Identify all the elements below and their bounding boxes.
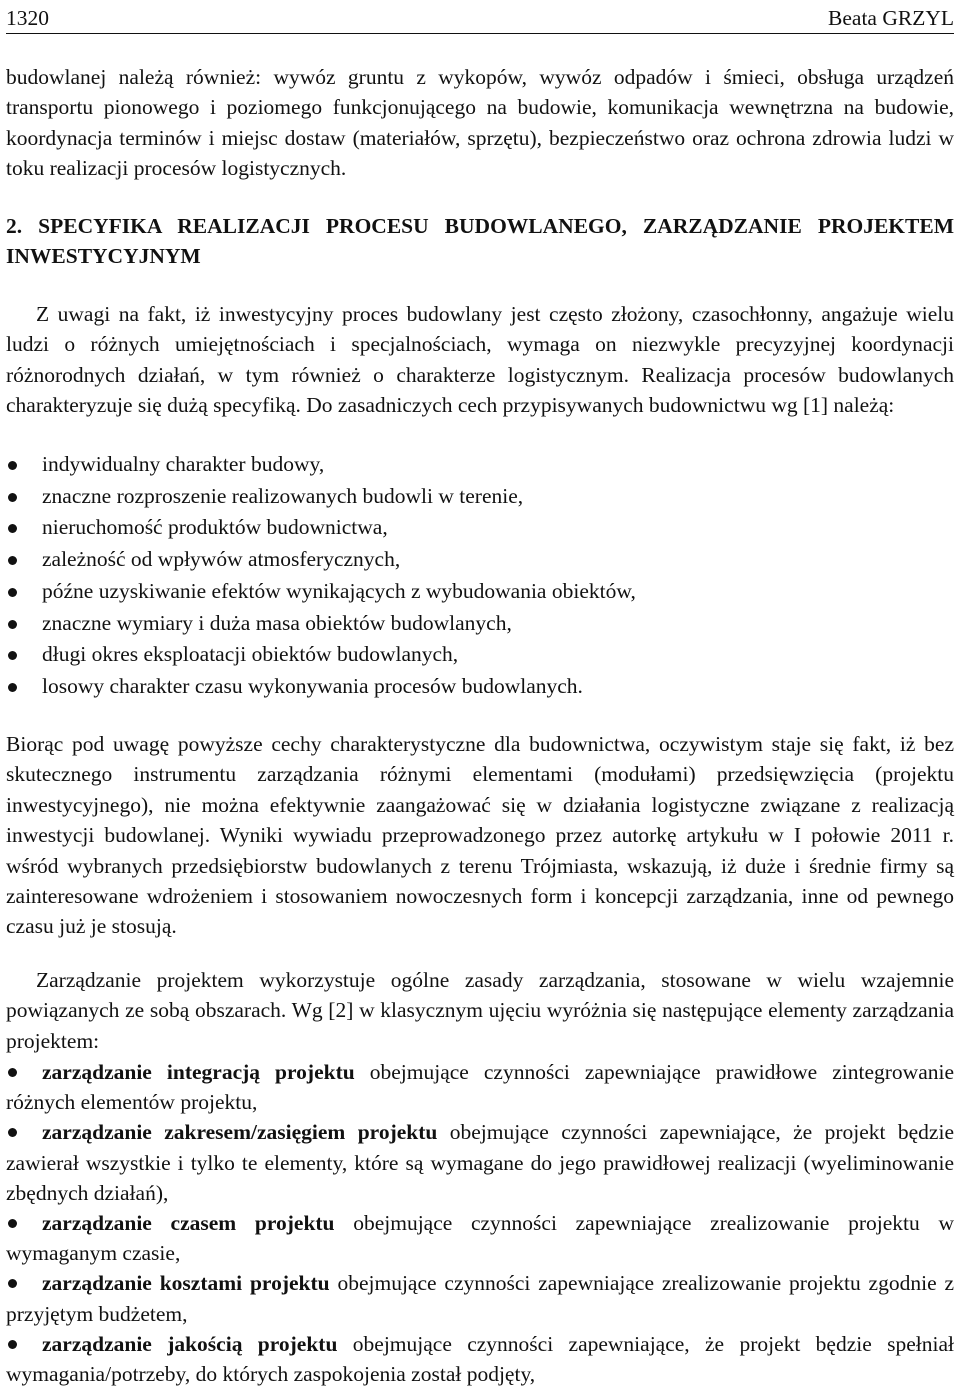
- element-description: obejmujące czynności zapewniające, że projekt będzie spełniał wymagania/potrzeby, do których zaspokojenia został podjęty,: [6, 1331, 954, 1387]
- list-item: długi okres eksploatacji obiektów budowlanych,: [6, 639, 954, 671]
- element-description: obejmujące czynności zapewniające prawidłowe zintegrowanie różnych elementów projektu,: [6, 1060, 954, 1115]
- paragraph-construction-specifics: Z uwagi na fakt, iż inwestycyjny proces budowlany jest często złożony, czasochłonny, angażuje wielu ludzi o różnych umiejętnościach i specjalnościach, wymaga on niezwykle precyzyjnej koordynacji różnorodnych działań, w tym również o charakterze logistycznym. Realizacja procesów budowlanych charakteryzuje się dużą specyfiką. Do zasadniczych cech przypisywanych budownictwu wg [1] należą:: [6, 302, 954, 418]
- features-list: [6, 449, 954, 703]
- list-item: [6, 1268, 954, 1328]
- list-item: [6, 1117, 954, 1208]
- section-heading: 2. SPECYFIKA REALIZACJI PROCESU BUDOWLANEGO, ZARZĄDZANIE PROJEKTEM INWESTYCYJNYM: [6, 214, 954, 268]
- list-item: nieruchomość produktów budownictwa,: [6, 512, 954, 544]
- list-item: [6, 1208, 954, 1268]
- running-header: [6, 2, 954, 34]
- element-description: obejmujące czynności zapewniające zrealizowanie projektu zgodnie z przyjętym budżetem,: [6, 1271, 954, 1326]
- element-description: obejmujące czynności zapewniające, że projekt będzie zawierał wszystkie i tylko te elementy, które są wymagane do jego prawidłowej realizacji (wyeliminowanie zbędnych działań),: [6, 1120, 954, 1205]
- element-term: zarządzanie jakością projektu: [42, 1331, 338, 1356]
- paragraph-project-management: Zarządzanie projektem wykorzystuje ogólne zasady zarządzania, stosowane w wielu wzajemnie powiązanych ze sobą obszarach. Wg [2] w klasycznym ujęciu wyróżnia się następujące elementy zarządzania projektem:: [6, 968, 954, 1053]
- list-item: późne uzyskiwanie efektów wynikających z wybudowania obiektów,: [6, 576, 954, 608]
- paragraph-management-need: Biorąc pod uwagę powyższe cechy charakterystyczne dla budownictwa, oczywistym staje się fakt, iż bez skutecznego instrumentu zarządzania różnymi elementami (modułami) przedsięwzięcia (projektu inwestycyjnego), nie można efektywnie zaangażować się w działania logistyczne związane z realizacją inwestycji budowlanej. Wyniki wywiadu przeprowadzonego przez autorkę artykułu w I połowie 2011 r. wśród wybranych przedsiębiorstw budowlanych z terenu Trójmiasta, wskazują, iż duże i średnie firmy są zainteresowane wdrożeniem i stosowaniem nowoczesnych form i koncepcji zarządzania, inne od pewnego czasu już je stosują.: [6, 732, 954, 939]
- list-item: losowy charakter czasu wykonywania procesów budowlanych.: [6, 671, 954, 703]
- element-term: zarządzanie zakresem/zasięgiem projektu: [42, 1120, 438, 1145]
- element-term: zarządzanie kosztami projektu: [42, 1271, 330, 1296]
- element-description: obejmujące czynności zapewniające zrealizowanie projektu w wymaganym czasie,: [6, 1211, 954, 1266]
- intro-paragraph: budowlanej należą również: wywóz gruntu z wykopów, wywóz odpadów i śmieci, obsługa urządzeń transportu pionowego i poziomego funkcjonującego na budowie, komunikacja wewnętrzna na budowie, koordynacja terminów i miejsc dostaw (materiałów, sprzętu), bezpieczeństwo oraz ochrona zdrowia ludzi w toku realizacji procesów logistycznych.: [6, 65, 954, 181]
- list-item: znaczne rozproszenie realizowanych budowli w terenie,: [6, 481, 954, 513]
- management-elements-list: [6, 1057, 954, 1389]
- list-item: indywidualny charakter budowy,: [6, 449, 954, 481]
- list-item: [6, 1329, 954, 1389]
- list-item: zależność od wpływów atmosferycznych,: [6, 544, 954, 576]
- page-number: 1320: [6, 6, 49, 30]
- element-term: zarządzanie integracją projektu: [42, 1060, 355, 1084]
- element-term: zarządzanie czasem projektu: [42, 1211, 335, 1236]
- list-item: [6, 1057, 954, 1117]
- running-author: Beata GRZYL: [828, 6, 954, 30]
- list-item: znaczne wymiary i duża masa obiektów budowlanych,: [6, 608, 954, 640]
